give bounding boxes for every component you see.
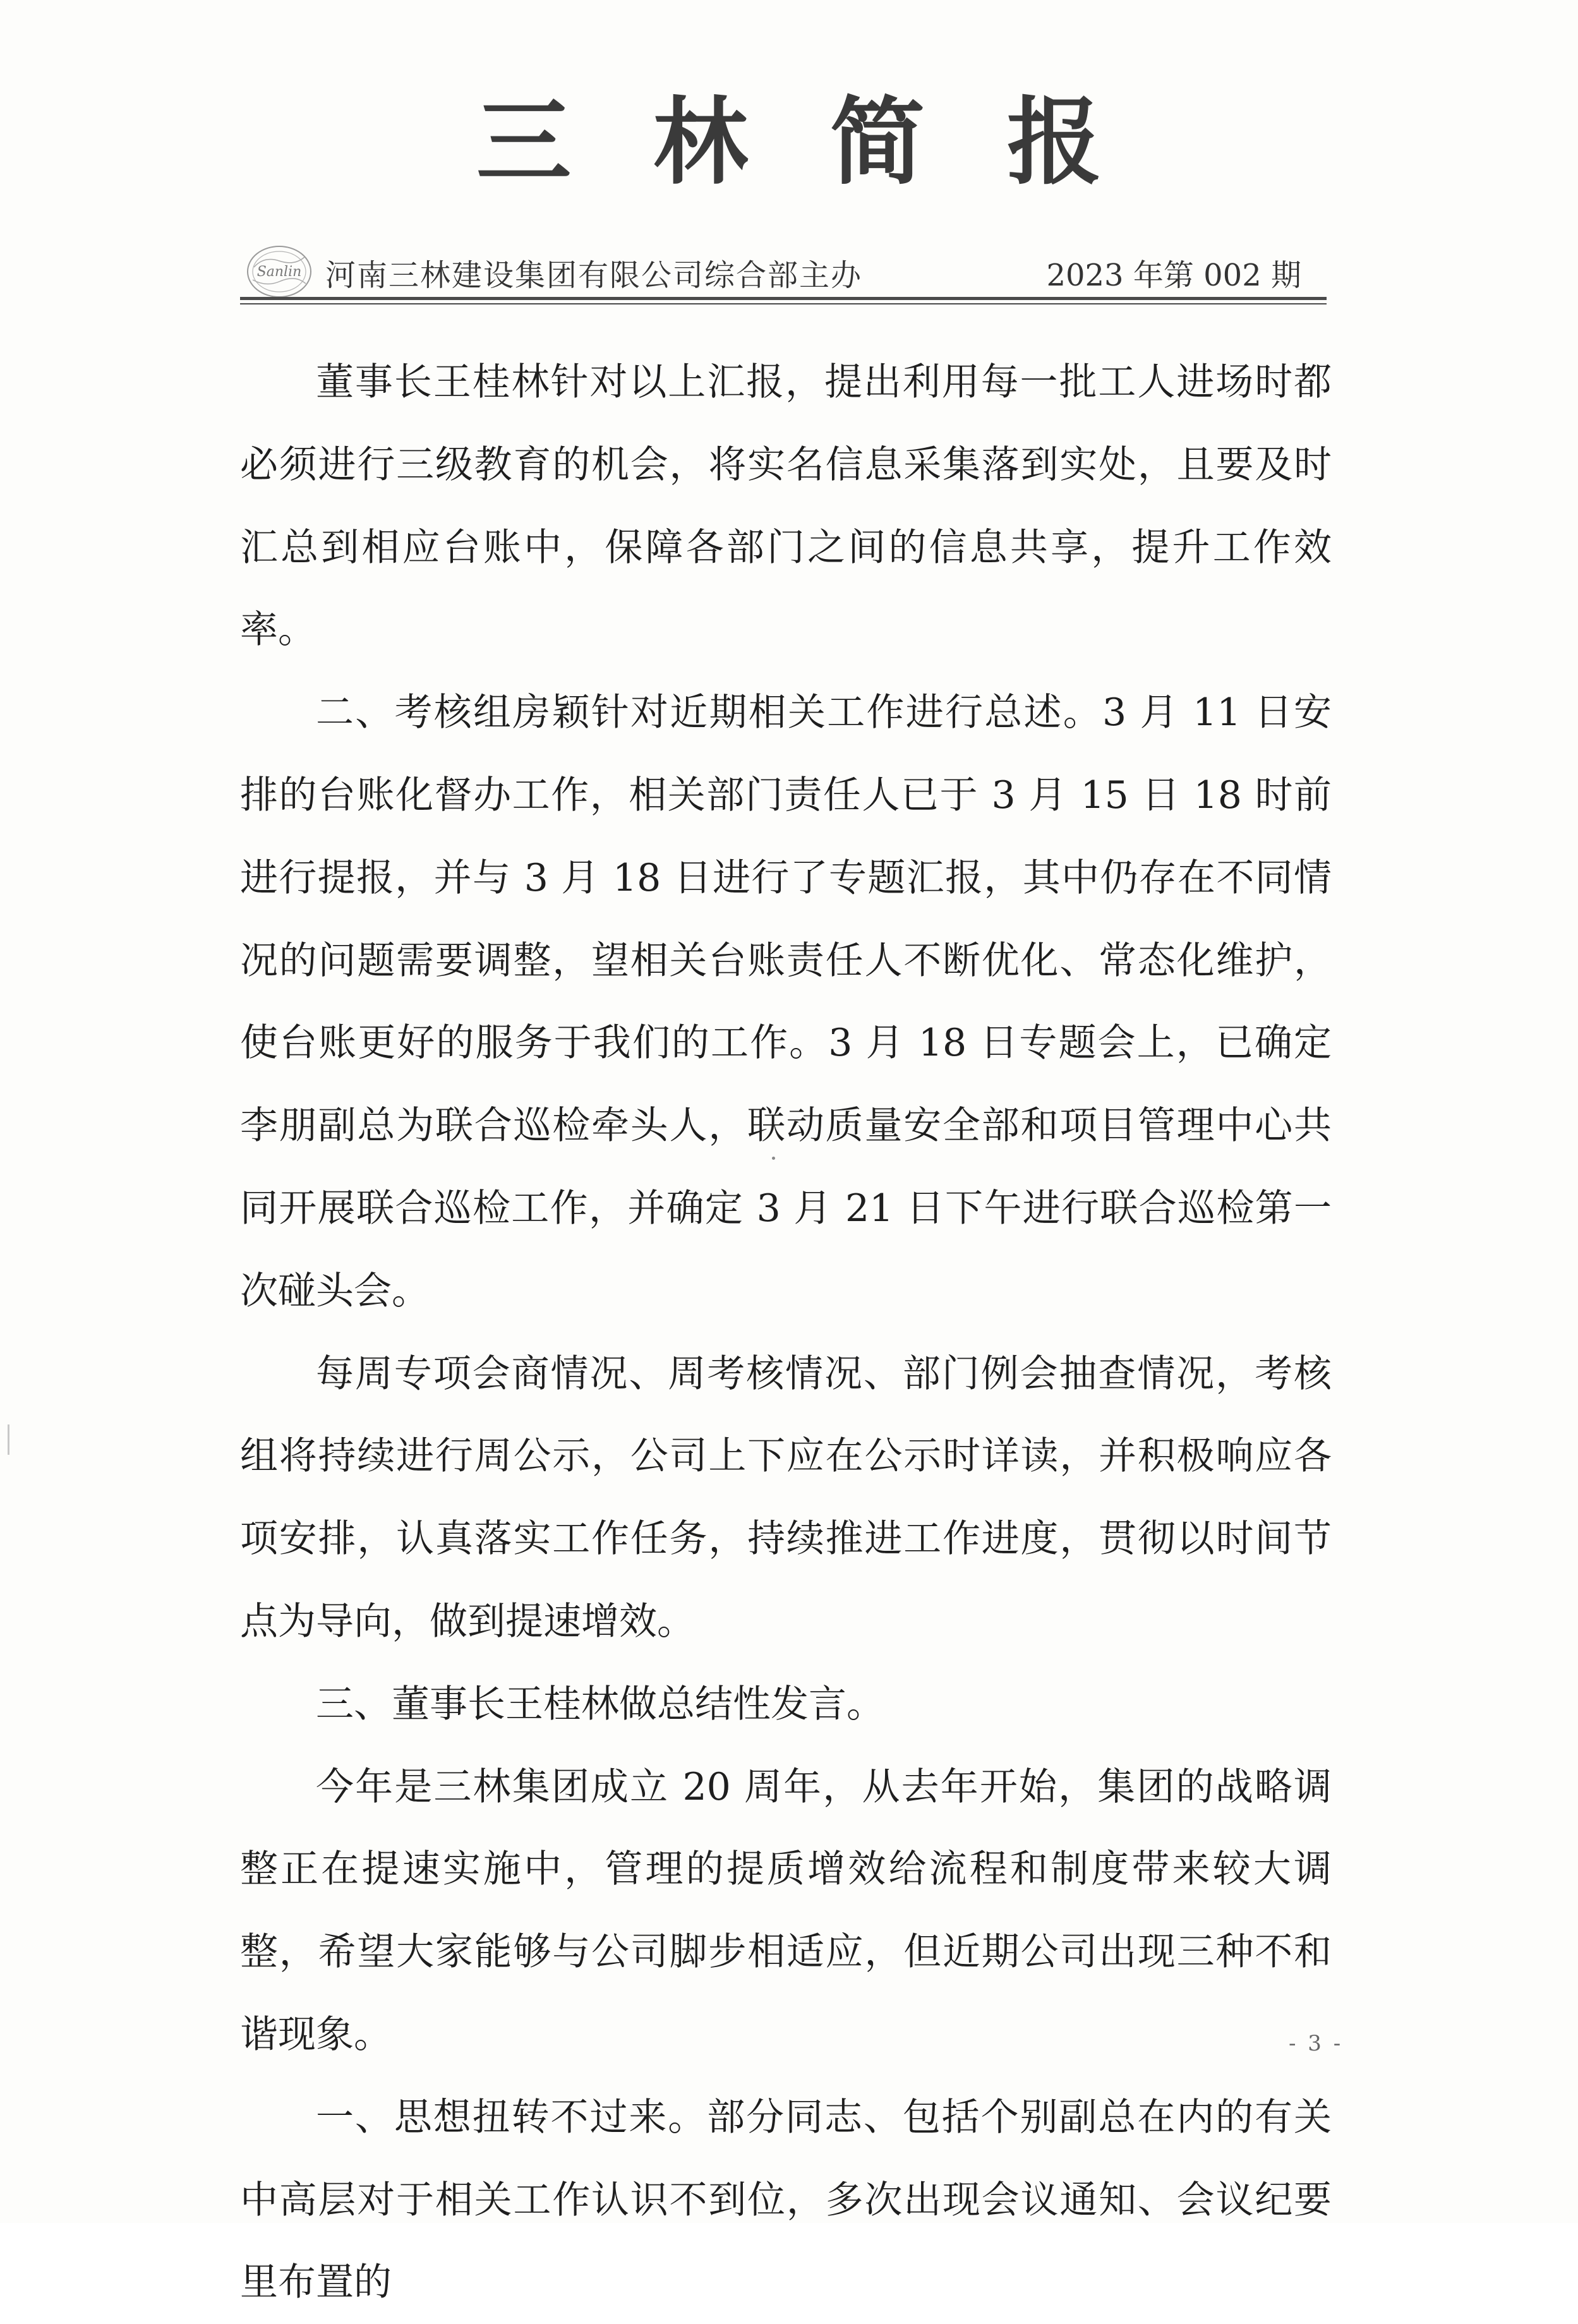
page-number: - 3 - (1289, 2031, 1344, 2056)
paragraph-anniversary: 今年是三林集团成立 20 周年，从去年开始，集团的战略调整正在提速实施中，管理的提质增效给流程和制度带来较大调整，希望大家能够与公司脚步相适应，但近期公司出现三种不和谐现象。 (240, 1764, 1332, 2057)
issue-number: 2023 年第 002 期 (1046, 258, 1301, 293)
header-rule-thick (240, 297, 1327, 300)
article-body (240, 341, 1332, 2324)
paragraph-chairman-remarks: 董事长王桂林针对以上汇报，提出利用每一批工人进场时都必须进行三级教育的机会，将实名信息采集落到实处，且要及时汇总到相应台账中，保障各部门之间的信息共享，提升工作效率。 (240, 360, 1332, 653)
publisher-line: 河南三林建设集团有限公司综合部主办 (325, 258, 863, 293)
header-rule-thin (240, 303, 1327, 304)
company-logo (245, 243, 313, 300)
paragraph-weekly-publicity: 每周专项会商情况、周考核情况、部门例会抽查情况，考核组将持续进行周公示，公司上下应在公示时详读，并积极响应各项安排，认真落实工作任务，持续推进工作进度，贯彻以时间节点为导向，做到提速增效。 (240, 1351, 1332, 1644)
masthead-title: 三林简报 (476, 87, 1184, 198)
paragraph-assessment-summary: 二、考核组房颖针对近期相关工作进行总述。3 月 11 日安排的台账化督办工作，相关部门责任人已于 3 月 15 日 18 时前进行提报，并与 3 月 18 日进行了专题汇报，其中仍存在不同情况的问题需要调整，望相关台账责任人不断优化、常态化维护，使台账更好的服务于我们的工作。3 月 18 日专题会上，已确定李朋副总为联合巡检牵头人，联动质量安全部和项目管理中心共同开展联合巡检工作，并确定 3 月 21 日下午进行联合巡检第一次碰头会。 (240, 690, 1332, 1313)
scan-artifact-mark (8, 1424, 9, 1455)
paragraph-section-three-heading: 三、董事长王桂林做总结性发言。 (316, 1682, 884, 1726)
paragraph-first-issue: 一、思想扭转不过来。部分同志、包括个别副总在内的有关中高层对于相关工作认识不到位，多次出现会议通知、会议纪要里布置的 (240, 2095, 1332, 2305)
logo-wordmark: Sanlin (256, 264, 302, 280)
header-row (240, 243, 1327, 300)
scan-artifact-dot (772, 1157, 775, 1160)
